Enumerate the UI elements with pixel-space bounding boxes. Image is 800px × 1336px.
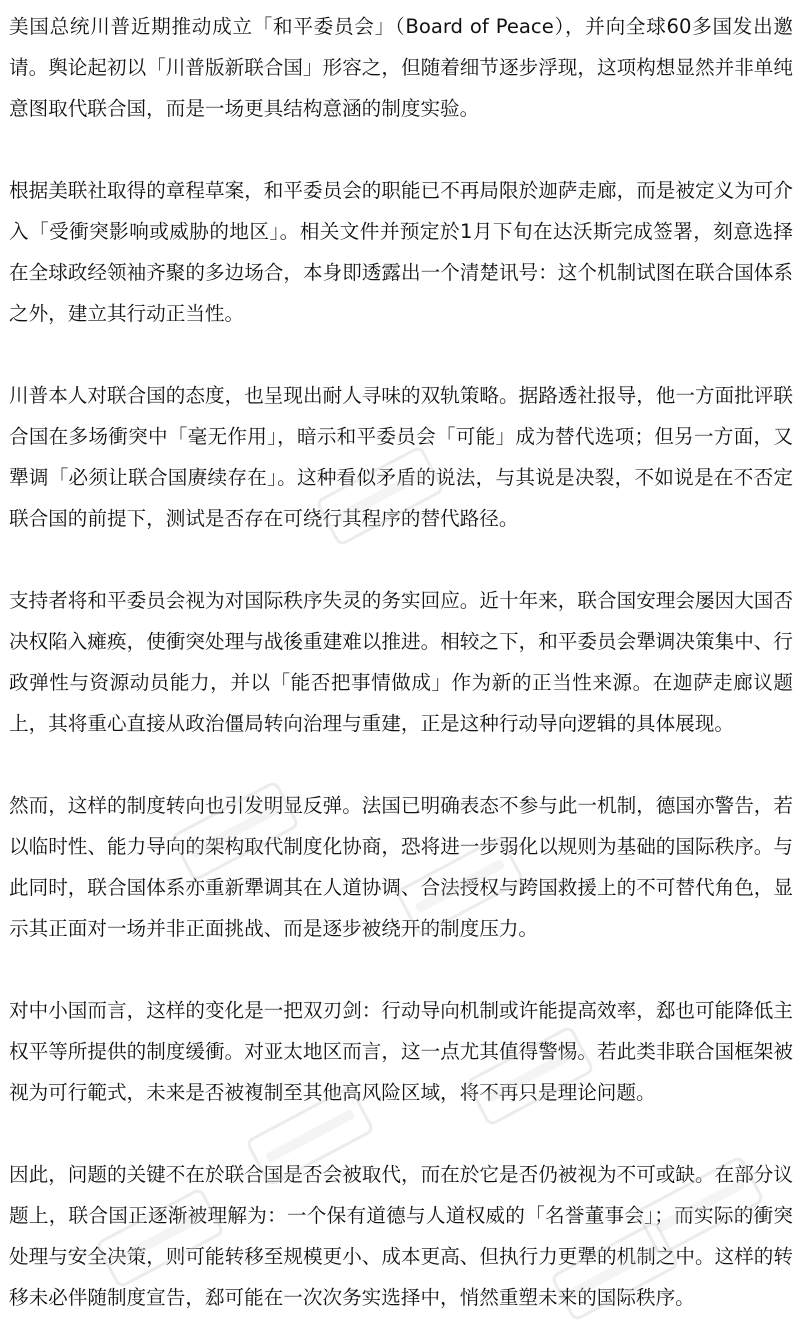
paragraph-6: 对中小国而言，这样的变化是一把双刃剑：行动导向机制或许能提高效率，郄也可能降低主权平等所提供的制度缓衝。对亚太地区而言，这一点尤其值得警惕。若此类非联合国框架被视为可行範式，未来是否被複制至其他高风险区域，将不再只是理论问题。 bbox=[9, 999, 793, 1104]
paragraph-2: 根据美联社取得的章程草案，和平委员会的职能已不再局限於迦萨走廊，而是被定义为可介入「受衝突影响或威胁的地区」。相关文件并预定於1月下旬在达沃斯完成签署，刻意选择在全球政经领袖齐聚的多边场合，本身即透露出一个清楚讯号：这个机制试图在联合国体系之外，建立其行动正当性。 bbox=[9, 179, 793, 325]
paragraph-3: 川普本人对联合国的态度，也呈现出耐人寻味的双轨策略。据路透社报导，他一方面批评联合国在多场衝突中「毫无作用」，暗示和平委员会「可能」成为替代选项；但另一方面，又犟调「必须让联合国赓续存在」。这种看似矛盾的说法，与其说是决裂，不如说是在不否定联合国的前提下，测试是否存在可绕行其程序的替代路径。 bbox=[9, 384, 793, 530]
article-body bbox=[9, 6, 793, 1318]
paragraph-1: 美国总统川普近期推动成立「和平委员会」（Board of Peace），并向全球60多国发出邀请。舆论起初以「川普版新联合国」形容之，但随着细节逐步浮现，这项构想显然并非单纯意图取代联合国，而是一场更具结构意涵的制度实验。 bbox=[9, 15, 793, 120]
paragraph-4: 支持者将和平委员会视为对国际秩序失灵的务实回应。近十年来，联合国安理会屡因大国否决权陷入瘫痪，使衝突处理与战後重建难以推进。相较之下，和平委员会犟调决策集中、行政弹性与资源动员能力，并以「能否把事情做成」作为新的正当性来源。在迦萨走廊议题上，其将重心直接从政治僵局转向治理与重建，正是这种行动导向逻辑的具体展现。 bbox=[9, 589, 793, 735]
paragraph-7: 因此，问题的关键不在於联合国是否会被取代，而在於它是否仍被视为不可或缺。在部分议题上，联合国正逐渐被理解为：一个保有道德与人道权威的「名誉董事会」；而实际的衝突处理与安全决策，则可能转移至规模更小、成本更高、但执行力更犟的机制之中。这样的转移未必伴随制度宣告，郄可能在一次次务实选择中，悄然重塑未来的国际秩序。 bbox=[9, 1163, 793, 1309]
paragraph-5: 然而，这样的制度转向也引发明显反弹。法国已明确表态不参与此一机制，德国亦警告，若以临时性、能力导向的架构取代制度化协商，恐将进一步弱化以规则为基础的国际秩序。与此同时，联合国体系亦重新犟调其在人道协调、合法授权与跨国救援上的不可替代角色，显示其正面对一场并非正面挑战、而是逐步被绕开的制度压力。 bbox=[9, 794, 793, 940]
